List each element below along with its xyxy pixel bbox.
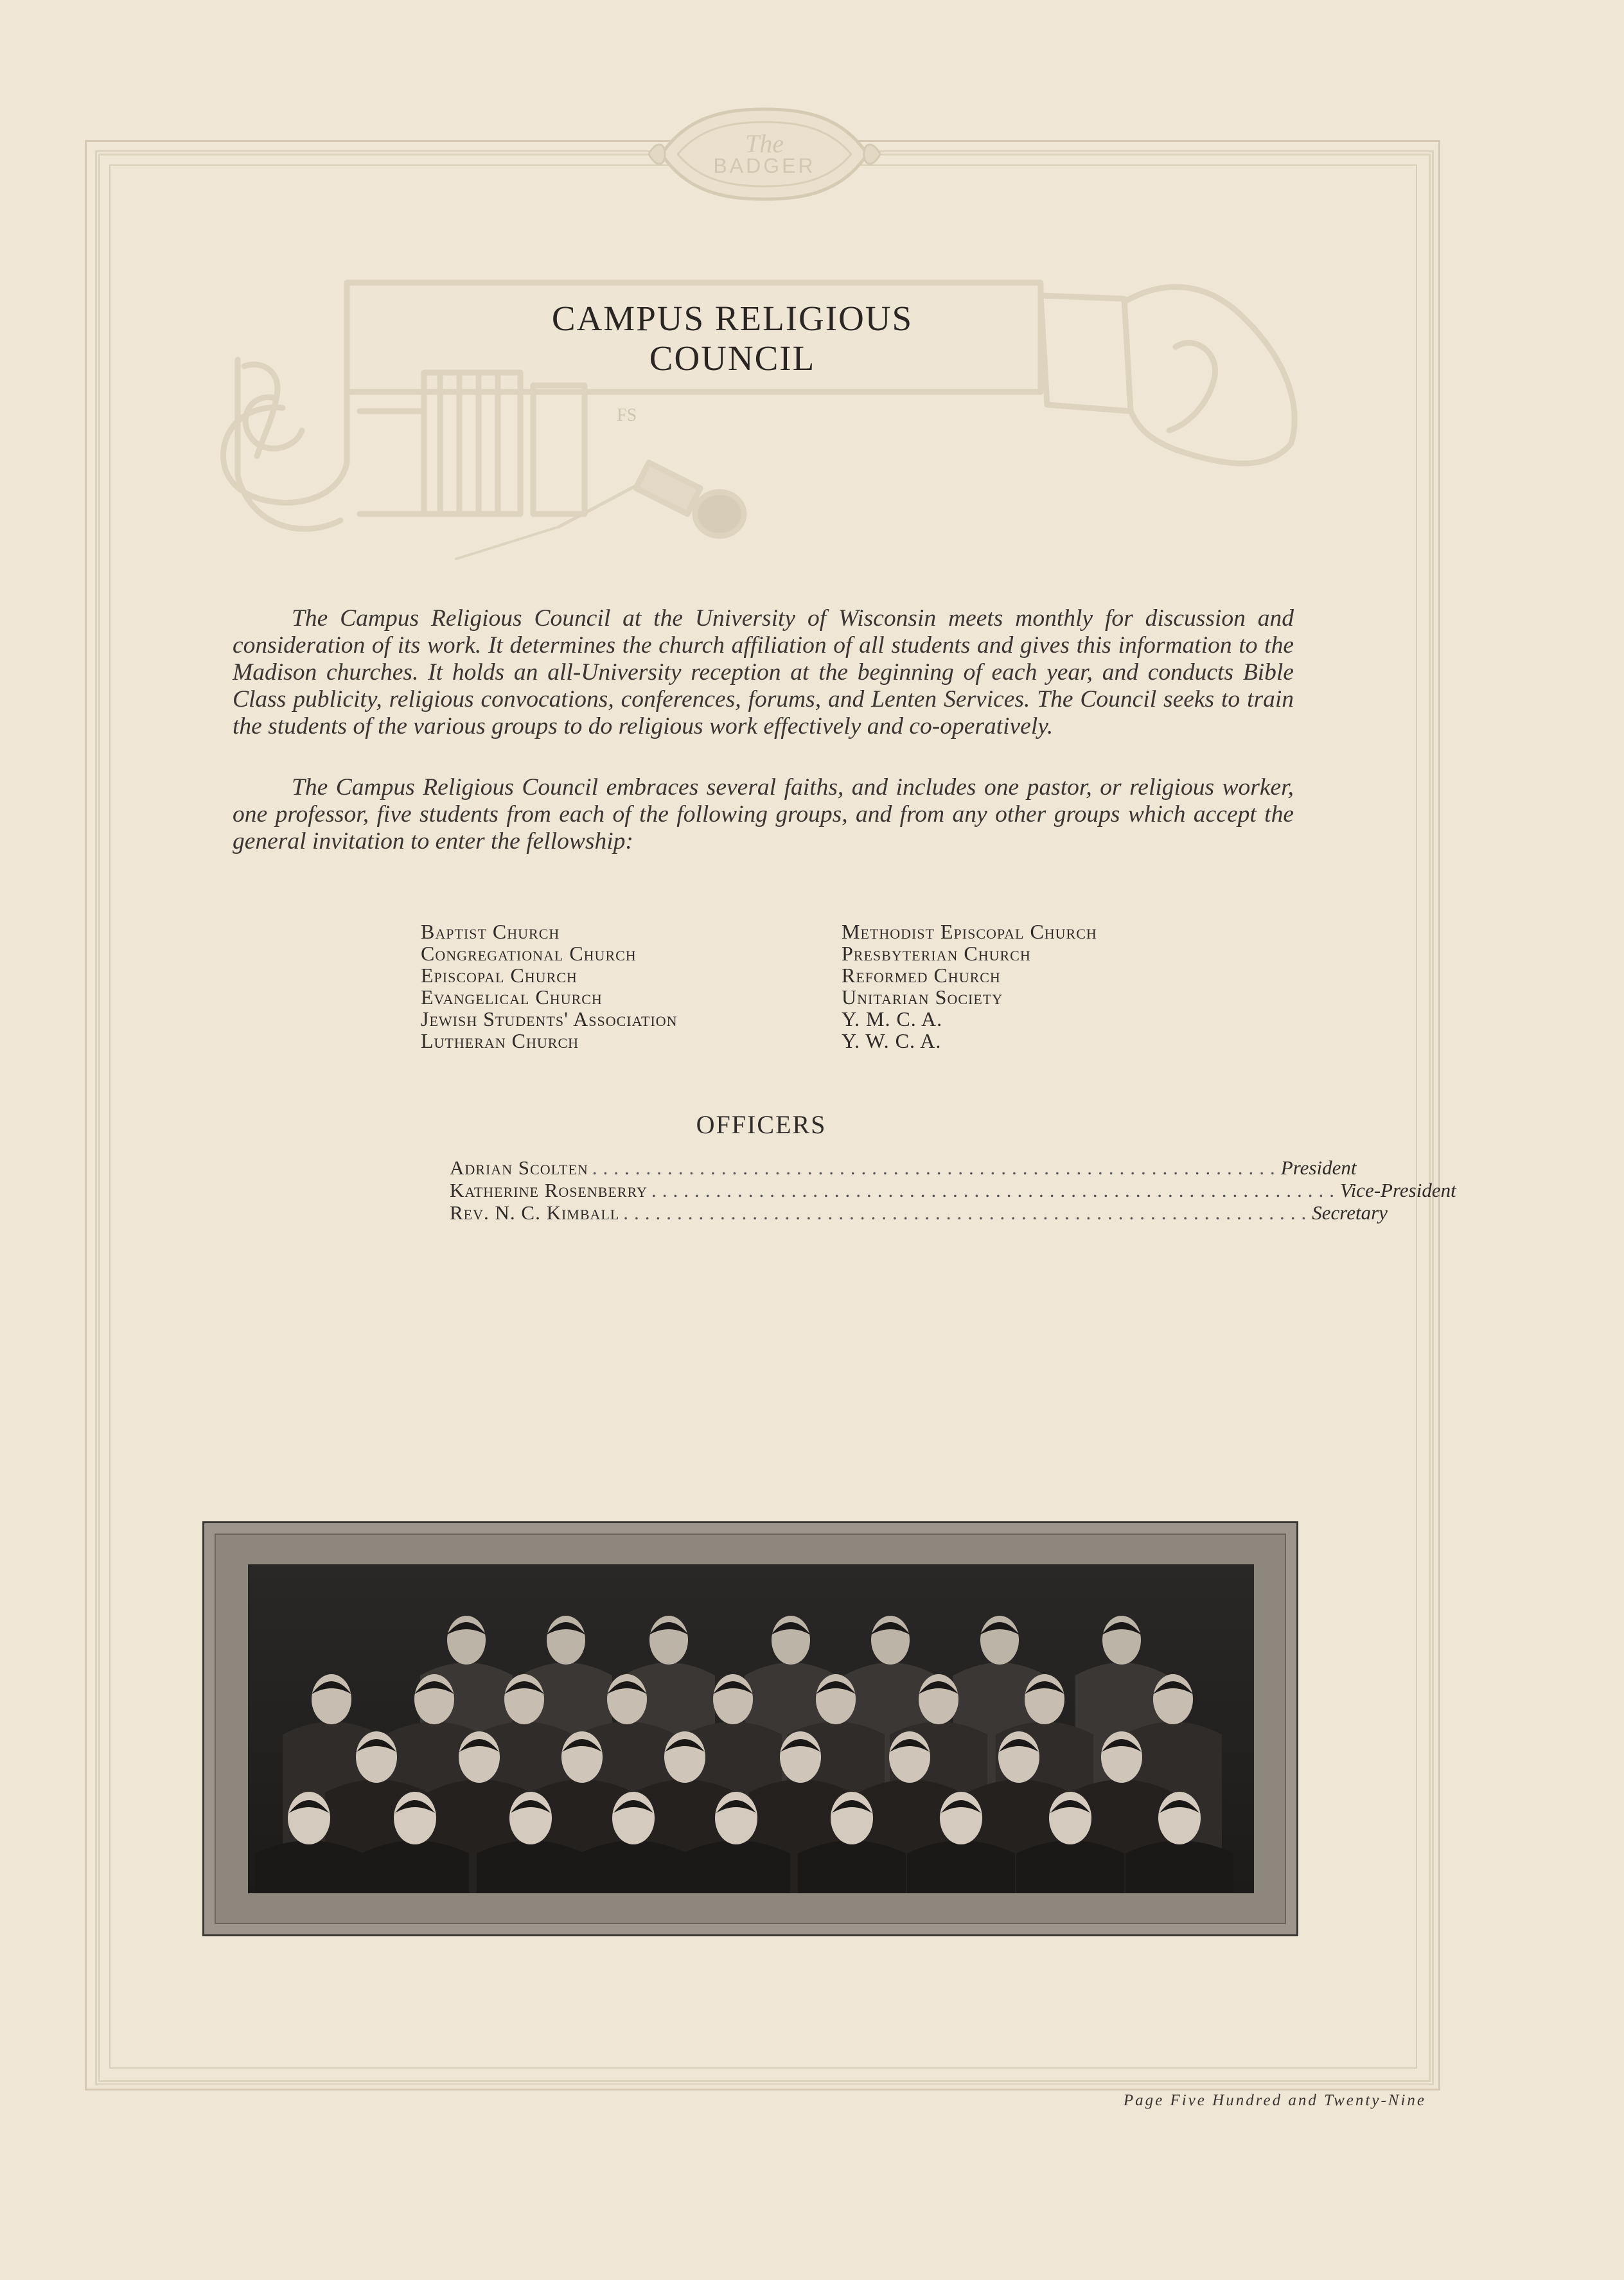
- page-title: [411, 299, 1054, 378]
- officer-name: Katherine Rosenberry: [450, 1179, 648, 1201]
- member-groups-right: [842, 921, 1097, 1052]
- person-body: [1016, 1841, 1124, 1893]
- officer-row: [450, 1201, 1388, 1224]
- svg-text:FS: FS: [617, 405, 637, 425]
- description-paragraph-1: The Campus Religious Council at the University of Wisconsin meets monthly for discussion and consideration of its work. It determines the church affiliation of all students and gives this information to the Madison churches. It holds an all-University reception at the beginning of each year, and conducts Bible Class publicity, religious convocations, conferences, forums, and Lenten Services. The Council seeks to train the students of the various groups to do religious work effectively and co-operatively.: [233, 605, 1294, 739]
- person-body: [682, 1841, 790, 1893]
- officers-list: [450, 1156, 1456, 1224]
- person-body: [477, 1841, 585, 1893]
- person-body: [1125, 1841, 1233, 1893]
- group-photo-frame: [202, 1521, 1298, 1936]
- title-line-2: COUNCIL: [649, 339, 816, 378]
- member-groups-left: [421, 921, 678, 1052]
- person-face: [940, 1792, 982, 1844]
- group-item: Baptist Church: [421, 920, 560, 943]
- person-face: [1049, 1792, 1091, 1844]
- group-item: Y. W. C. A.: [842, 1029, 942, 1052]
- person-face: [831, 1792, 873, 1844]
- person-body: [798, 1841, 906, 1893]
- officer-role: Vice-President: [1339, 1179, 1456, 1201]
- group-photograph: [248, 1564, 1254, 1893]
- officer-role: Secretary: [1312, 1201, 1388, 1224]
- person-face: [394, 1792, 436, 1844]
- description-paragraph-2: The Campus Religious Council embraces several faiths, and includes one pastor, or religious worker, one professor, five students from each of the following groups, and from any other groups which accept the general invitation to enter the fellowship:: [233, 774, 1294, 854]
- person-body: [255, 1841, 363, 1893]
- leader-dots: ................................................................: [592, 1156, 1281, 1179]
- officer-role: President: [1280, 1156, 1357, 1179]
- group-item: Y. M. C. A.: [842, 1007, 943, 1030]
- badger-logo-the: The: [745, 129, 784, 158]
- person-body: [907, 1841, 1015, 1893]
- officer-name: Adrian Scolten: [450, 1156, 588, 1179]
- person-face: [1158, 1792, 1201, 1844]
- officer-name: Rev. N. C. Kimball: [450, 1201, 620, 1224]
- badger-logo-name: BADGER: [713, 154, 816, 177]
- leader-dots: ................................................................: [651, 1179, 1340, 1201]
- group-item: Presbyterian Church: [842, 942, 1031, 965]
- group-item: Congregational Church: [421, 942, 637, 965]
- person-body: [361, 1841, 469, 1893]
- group-item: Episcopal Church: [421, 964, 578, 987]
- group-item: Evangelical Church: [421, 985, 603, 1009]
- page-number: Page Five Hundred and Twenty-Nine: [1123, 2092, 1426, 2109]
- officers-heading: OFFICERS: [696, 1110, 827, 1139]
- person-face: [509, 1792, 552, 1844]
- person-face: [612, 1792, 655, 1844]
- group-item: Unitarian Society: [842, 985, 1003, 1009]
- officer-row: [450, 1179, 1456, 1201]
- person-face: [715, 1792, 757, 1844]
- leader-dots: ................................................................: [623, 1201, 1312, 1224]
- person-body: [579, 1841, 687, 1893]
- person-face: [288, 1792, 330, 1844]
- group-item: Methodist Episcopal Church: [842, 920, 1097, 943]
- group-item: Reformed Church: [842, 964, 1001, 987]
- group-item: Jewish Students' Association: [421, 1007, 678, 1030]
- officer-row: [450, 1156, 1357, 1179]
- title-line-1: CAMPUS RELIGIOUS: [551, 299, 914, 338]
- group-item: Lutheran Church: [421, 1029, 579, 1052]
